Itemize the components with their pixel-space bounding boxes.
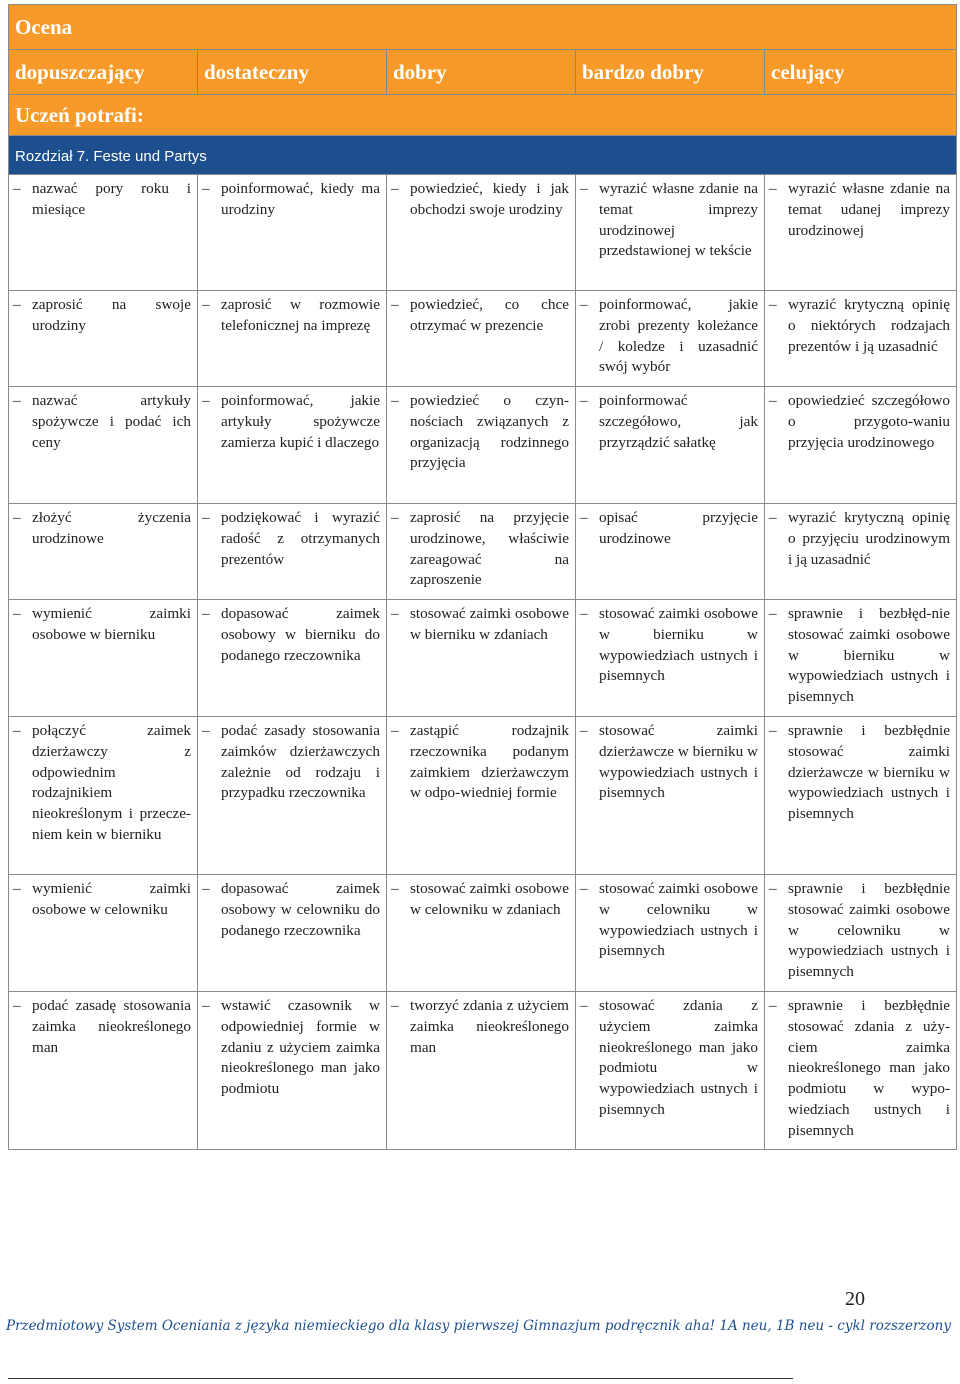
bullet-dash: – [769,722,777,739]
table-row [9,992,957,1150]
cell-text: podziękować i wyrazić radość z otrzymanych prezentów [221,509,380,568]
table-cell [576,600,765,717]
bullet-dash: – [580,392,588,409]
cell-text: złożyć życzenia urodzinowe [32,509,191,547]
cell-text: nazwać artykuły spożywcze i podać ich ceny [32,392,191,451]
cell-content [576,291,764,384]
cell-text: zastąpić rodzajnik rzeczownika podanym zaimkiem dzierżawczym w odpo-wiedniej formie [410,722,569,802]
bullet-dash: – [202,296,210,313]
table-cell [765,175,957,291]
level-label: dobry [393,60,447,84]
table-cell [9,291,198,387]
cell-text: nazwać pory roku i miesiące [32,180,191,218]
bullet-dash: – [769,296,777,313]
table-cell [9,387,198,504]
cell-content [198,992,386,1106]
bullet-dash: – [769,509,777,526]
student-cell [9,95,957,136]
table-cell [387,717,576,875]
bullet-dash: – [580,997,588,1014]
cell-content [576,992,764,1127]
cell-content [198,504,386,576]
cell-text: dopasować zaimek osobowy w celowniku do podanego rzeczownika [221,880,380,939]
cell-content [198,387,386,459]
cell-text: wyrazić krytyczną opinię o niektórych rodzajach prezentów i ją uzasadnić [788,296,951,355]
bullet-dash: – [13,392,21,409]
level-label: bardzo dobry [582,60,704,84]
table-cell [198,992,387,1150]
cell-content [576,387,764,459]
table-row [9,387,957,504]
bullet-dash: – [580,880,588,897]
cell-content [387,717,575,810]
cell-content [576,717,764,810]
table-cell [576,717,765,875]
cell-content [765,600,956,714]
table-cell [198,175,387,291]
table-row [9,291,957,387]
cell-text: stosować zdania z użyciem zaimka nieokreślonego man jako podmiotu w wypowiedziach ustnych i pisemnych [599,997,758,1118]
chapter-text: Rozdział 7. Feste und Partys [15,148,207,165]
table-cell [576,875,765,992]
cell-text: poinformować, kiedy ma urodziny [221,180,380,218]
bullet-dash: – [13,509,21,526]
table-cell [9,875,198,992]
table-cell [765,291,957,387]
bullet-dash: – [202,997,210,1014]
chapter-cell [9,136,957,175]
footer-line [8,1378,793,1379]
table-cell [387,600,576,717]
table-cell [198,875,387,992]
table-cell [765,992,957,1150]
bullet-dash: – [13,296,21,313]
table-cell [198,291,387,387]
cell-text: sprawnie i bezbłęd-nie stosować zaimki osobowe w bierniku w wypowiedziach ustnych i pisemnych [788,605,951,706]
cell-content [198,600,386,672]
title-row [9,5,957,50]
footer-text: Przedmiotowy System Oceniania z języka niemieckiego dla klasy pierwszej Gimnazjum podręcznik aha! 1A neu, 1B neu - cykl rozszerzony [6,1318,951,1334]
cell-content [387,387,575,480]
table-cell [576,175,765,291]
cell-text: wymienić zaimki osobowe w bierniku [32,605,191,643]
bullet-dash: – [580,722,588,739]
level-label: dopuszczający [15,60,145,84]
cell-text: wyrazić krytyczną opinię o przyjęciu urodzinowym i ją uzasadnić [788,509,951,568]
cell-content [198,717,386,810]
cell-content [9,175,197,227]
level-header [765,50,957,95]
bullet-dash: – [391,392,399,409]
bullet-dash: – [202,722,210,739]
cell-text: wstawić czasownik w odpowiedniej formie w zdaniu z użyciem zaimka nieokreślonego man jako podmiotu [221,997,380,1098]
bullet-dash: – [769,997,777,1014]
cell-text: zaprosić na swoje urodziny [32,296,191,334]
cell-content [765,504,956,576]
table-row [9,504,957,600]
level-header [387,50,576,95]
student-text: Uczeń potrafi: [15,103,144,127]
cell-content [9,504,197,556]
cell-content [387,175,575,227]
cell-content [9,291,197,343]
bullet-dash: – [769,605,777,622]
table-cell [765,875,957,992]
cell-content [9,600,197,652]
bullet-dash: – [13,605,21,622]
cell-text: tworzyć zdania z użyciem zaimka nieokreślonego man [410,997,569,1056]
cell-text: podać zasady stosowania zaimków dzierżawczych zależnie od rodzaju i przypadku rzeczownika [221,722,380,802]
page-number: 20 [845,1288,865,1310]
table-cell [576,992,765,1150]
levels-row [9,50,957,95]
cell-content [765,992,956,1148]
bullet-dash: – [202,180,210,197]
cell-text: wyrazić własne zdanie na temat imprezy urodzinowej przedstawionej w tekście [599,180,758,260]
table-cell [576,387,765,504]
bullet-dash: – [202,605,210,622]
table-cell [387,992,576,1150]
bullet-dash: – [391,880,399,897]
table-cell [9,600,198,717]
bullet-dash: – [580,605,588,622]
cell-text: opisać przyjęcie urodzinowe [599,509,758,547]
cell-content [765,175,956,247]
bullet-dash: – [769,180,777,197]
cell-content [765,717,956,831]
level-label: dostateczny [204,60,309,84]
cell-text: połączyć zaimek dzierżawczy z odpowiednim rodzajnikiem nieokreślonym i przecze-niem kein w bierniku [32,722,191,843]
title-text: Ocena [15,15,73,39]
bullet-dash: – [391,296,399,313]
cell-content [387,875,575,927]
bullet-dash: – [391,722,399,739]
table-cell [198,600,387,717]
cell-content [765,875,956,989]
cell-content [387,291,575,343]
bullet-dash: – [580,509,588,526]
cell-text: dopasować zaimek osobowy w bierniku do podanego rzeczownika [221,605,380,664]
table-row [9,875,957,992]
cell-content [198,175,386,227]
bullet-dash: – [391,997,399,1014]
cell-text: poinformować, jakie zrobi prezenty koleżance / koledze i uzasadnić swój wybór [599,296,758,376]
cell-text: stosować zaimki dzierżawcze w bierniku w wypowiedziach ustnych i pisemnych [599,722,758,802]
cell-text: zaprosić na przyjęcie urodzinowe, właściwie zareagować na zaproszenie [410,509,569,589]
cell-text: poinformować, jakie artykuły spożywcze zamierza kupić i dlaczego [221,392,380,451]
cell-text: wyrazić własne zdanie na temat udanej imprezy urodzinowej [788,180,951,239]
student-row [9,95,957,136]
table-row [9,717,957,875]
cell-content [765,387,956,459]
cell-text: opowiedzieć szczegółowo o przygoto-waniu przyjęcia urodzinowego [788,392,951,451]
table-cell [198,717,387,875]
table-cell [387,175,576,291]
cell-text: sprawnie i bezbłędnie stosować zdania z uży-ciem zaimka nieokreślonego man jako podmiotu w wypo-wiedziach ustnych i pisemnych [788,997,951,1139]
table-cell [387,387,576,504]
cell-content [576,875,764,968]
title-cell [9,5,957,50]
assessment-table [8,4,957,1150]
cell-content [576,600,764,693]
level-header [198,50,387,95]
bullet-dash: – [580,296,588,313]
bullet-dash: – [202,509,210,526]
cell-content [387,992,575,1064]
cell-text: powiedzieć o czyn-nościach związanych z organizacją rodzinnego przyjęcia [410,392,569,472]
cell-text: poinformować szczegółowo, jak przyrządzić sałatkę [599,392,758,451]
chapter-row [9,136,957,175]
cell-text: stosować zaimki osobowe w celowniku w zdaniach [410,880,569,918]
table-cell [765,717,957,875]
cell-content [9,992,197,1064]
bullet-dash: – [202,392,210,409]
table-cell [387,875,576,992]
cell-content [198,875,386,947]
table-cell [576,291,765,387]
cell-content [387,600,575,652]
cell-text: sprawnie i bezbłędnie stosować zaimki dzierżawcze w bierniku w wypowiedziach ustnych i pisemnych [788,722,951,823]
cell-text: stosować zaimki osobowe w celowniku w wypowiedziach ustnych i pisemnych [599,880,758,960]
bullet-dash: – [769,880,777,897]
bullet-dash: – [391,509,399,526]
bullet-dash: – [202,880,210,897]
table-cell [9,717,198,875]
cell-text: podać zasadę stosowania zaimka nieokreślonego man [32,997,191,1056]
table-cell [387,504,576,600]
bullet-dash: – [13,997,21,1014]
bullet-dash: – [769,392,777,409]
table-cell [198,504,387,600]
table-cell [765,600,957,717]
level-label: celujący [771,60,845,84]
table-cell [9,504,198,600]
bullet-dash: – [13,880,21,897]
bullet-dash: – [391,605,399,622]
level-header [9,50,198,95]
cell-content [9,875,197,927]
bullet-dash: – [13,180,21,197]
table-cell [387,291,576,387]
cell-content [576,504,764,556]
cell-text: wymienić zaimki osobowe w celowniku [32,880,191,918]
cell-text: powiedzieć, kiedy i jak obchodzi swoje urodziny [410,180,569,218]
level-header [576,50,765,95]
table-cell [198,387,387,504]
cell-content [387,504,575,597]
cell-text: powiedzieć, co chce otrzymać w prezencie [410,296,569,334]
table-row [9,600,957,717]
bullet-dash: – [391,180,399,197]
cell-content [576,175,764,268]
bullet-dash: – [13,722,21,739]
cell-content [9,387,197,459]
table-cell [765,504,957,600]
table-row [9,175,957,291]
cell-content [198,291,386,343]
table-cell [9,992,198,1150]
table-cell [765,387,957,504]
cell-text: zaprosić w rozmowie telefonicznej na imprezę [221,296,380,334]
cell-content [765,291,956,363]
table-cell [9,175,198,291]
cell-text: stosować zaimki osobowe w bierniku w zdaniach [410,605,569,643]
cell-text: stosować zaimki osobowe w bierniku w wypowiedziach ustnych i pisemnych [599,605,758,685]
table-cell [576,504,765,600]
bullet-dash: – [580,180,588,197]
cell-text: sprawnie i bezbłędnie stosować zaimki osobowe w celowniku w wypowiedziach ustnych i pisemnych [788,880,951,981]
cell-content [9,717,197,852]
